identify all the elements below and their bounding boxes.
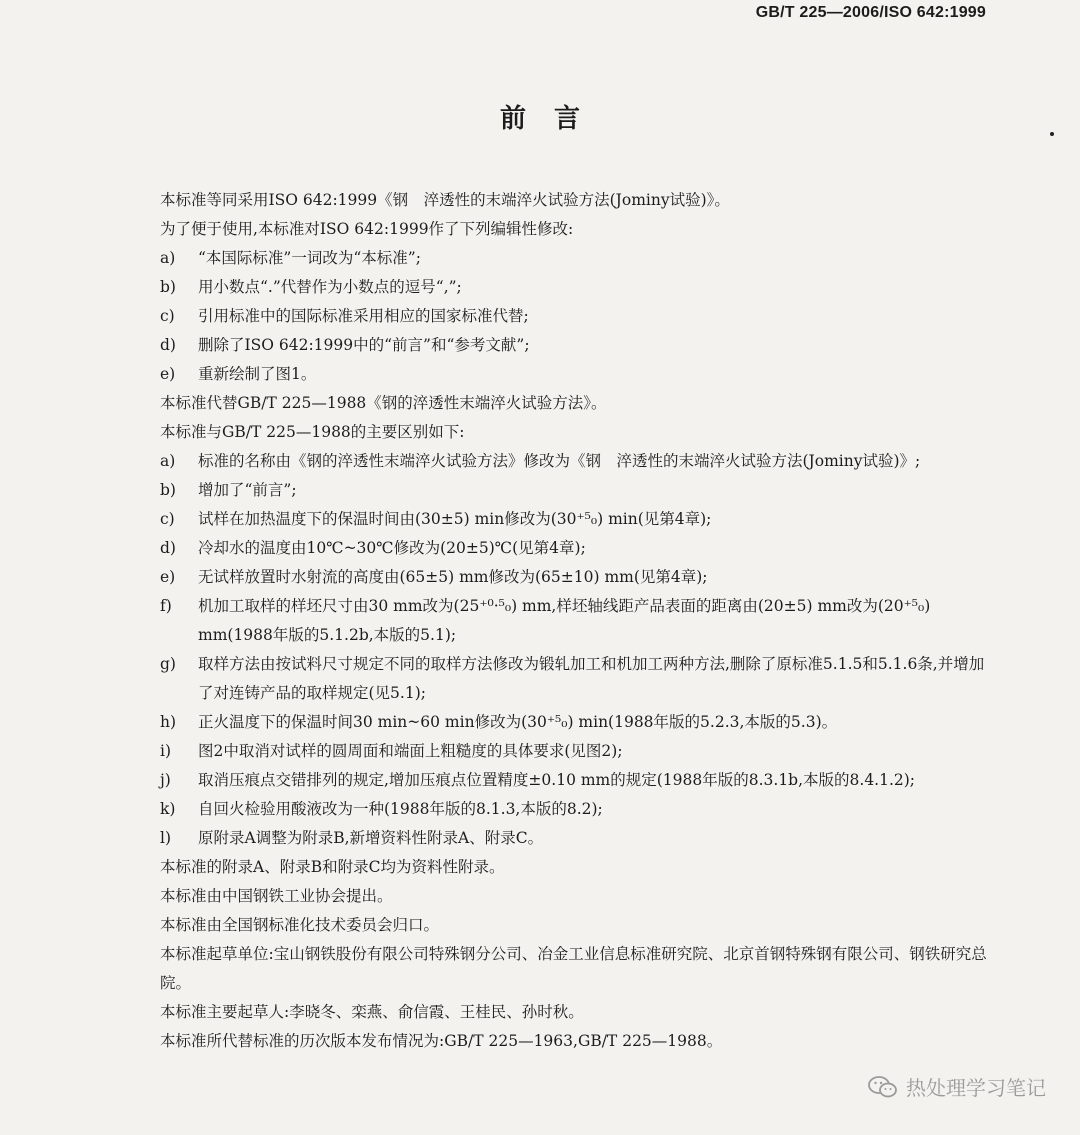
list-item: c) 引用标准中的国际标准采用相应的国家标准代替; [160, 307, 529, 325]
paragraph-drafting-units: 本标准起草单位:宝山钢铁股份有限公司特殊钢分公司、冶金工业信息标准研究院、北京首钢特殊钢有限公司、钢铁研究总院。 [160, 945, 987, 992]
watermark-text: 热处理学习笔记 [906, 1076, 1046, 1100]
list-item: a) “本国际标准”一词改为“本标准”; [160, 249, 421, 267]
list-item: k) 自回火检验用酸液改为一种(1988年版的8.1.3,本版的8.2); [160, 800, 603, 818]
paragraph-appendices: 本标准的附录A、附录B和附录C均为资料性附录。 [160, 858, 505, 876]
paragraph-diff-intro: 本标准与GB/T 225—1988的主要区别如下: [160, 423, 465, 441]
list-item: j) 取消压痕点交错排列的规定,增加压痕点位置精度±0.10 mm的规定(1988年版的8.3.1b,本版的8.4.1.2); [160, 771, 916, 789]
paragraph-proposer: 本标准由中国钢铁工业协会提出。 [160, 887, 393, 905]
scan-speck [1050, 132, 1054, 136]
standard-number: GB/T 225—2006/ISO 642:1999 [755, 4, 986, 21]
paragraph-adoption: 本标准等同采用ISO 642:1999《钢 淬透性的末端淬火试验方法(Jominy试验)》。 [160, 191, 730, 209]
list-item: f) 机加工取样的样坯尺寸由30 mm改为(25⁺⁰·⁵₀) mm,样坯轴线距产品表面的距离由(20±5) mm改为(20⁺⁵₀) mm(1988年版的5.1.2b,本版的5.1); [160, 597, 931, 644]
diff-list [160, 447, 990, 853]
list-item: l) 原附录A调整为附录B,新增资料性附录A、附录C。 [160, 829, 544, 847]
list-item: e) 重新绘制了图1。 [160, 365, 317, 383]
list-item: i) 图2中取消对试样的圆周面和端面上粗糙度的具体要求(见图2); [160, 742, 623, 760]
paragraph-history: 本标准所代替标准的历次版本发布情况为:GB/T 225—1963,GB/T 225—1988。 [160, 1032, 723, 1050]
list-item: a) 标准的名称由《钢的淬透性末端淬火试验方法》修改为《钢 淬透性的末端淬火试验方法(Jominy试验)》; [160, 452, 921, 470]
list-item: d) 冷却水的温度由10℃~30℃修改为(20±5)℃(见第4章); [160, 539, 586, 557]
list-item: c) 试样在加热温度下的保温时间由(30±5) min修改为(30⁺⁵₀) min(见第4章); [160, 510, 712, 528]
paragraph-edits-intro: 为了便于使用,本标准对ISO 642:1999作了下列编辑性修改: [160, 220, 574, 238]
list-item: h) 正火温度下的保温时间30 min~60 min修改为(30⁺⁵₀) min(1988年版的5.2.3,本版的5.3)。 [160, 713, 838, 731]
foreword-body [160, 186, 990, 1056]
list-item: d) 删除了ISO 642:1999中的“前言”和“参考文献”; [160, 336, 530, 354]
paragraph-drafters: 本标准主要起草人:李晓冬、栾燕、俞信霞、王桂民、孙时秋。 [160, 1003, 584, 1021]
paragraph-committee: 本标准由全国钢标准化技术委员会归口。 [160, 916, 440, 934]
paragraph-replaces: 本标准代替GB/T 225—1988《钢的淬透性末端淬火试验方法》。 [160, 394, 607, 412]
page-title: 前言 [499, 104, 608, 134]
watermark [868, 1072, 1046, 1101]
list-item: g) 取样方法由按试料尺寸规定不同的取样方法修改为锻轧加工和机加工两种方法,删除了原标准5.1.5和5.1.6条,并增加了对连铸产品的取样规定(见5.1); [160, 655, 985, 702]
list-item: b) 增加了“前言”; [160, 481, 297, 499]
list-item: b) 用小数点“.”代替作为小数点的逗号“,”; [160, 278, 462, 296]
list-item: e) 无试样放置时水射流的高度由(65±5) mm修改为(65±10) mm(见第4章); [160, 568, 708, 586]
edit-list [160, 244, 990, 389]
wechat-icon [868, 1075, 898, 1099]
